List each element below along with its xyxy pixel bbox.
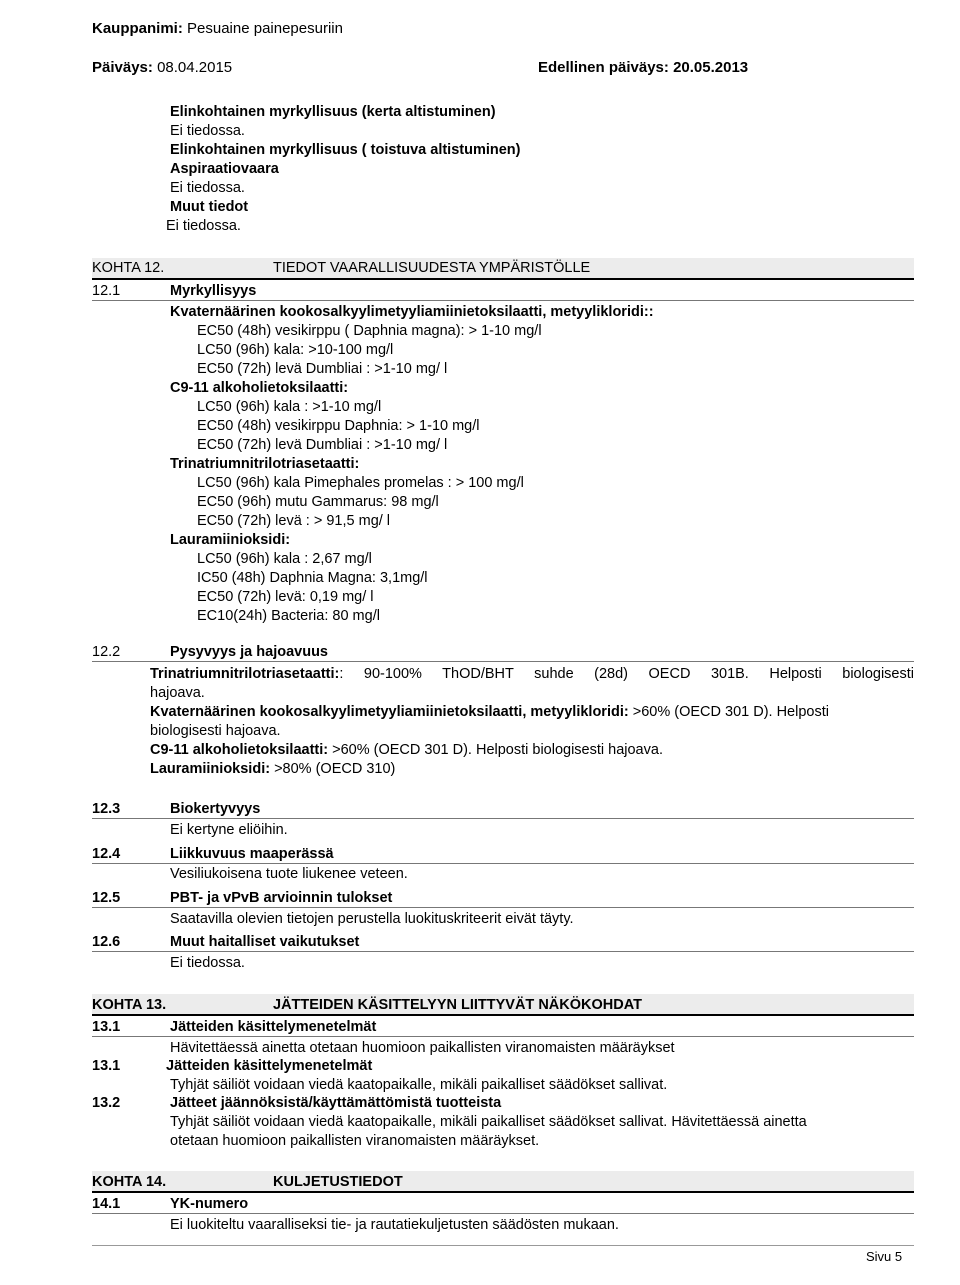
persist-p1 [150,666,914,682]
c911-line-1: LC50 (96h) kala : >1-10 mg/l [197,399,382,415]
prev-date-label: Edellinen päiväys: [538,59,669,76]
sub-12-4-text: Vesiliukoisena tuote liukenee veteen. [170,866,408,882]
product-name: Pesuaine painepesuriin [187,20,343,37]
section-12-kohta: KOHTA 12. [92,260,165,276]
product-label: Kauppanimi: [92,20,183,37]
persist-p3-rest: >60% (OECD 301 D). Helposti biologisesti hajoava. [328,742,663,758]
laur-line-4: EC10(24h) Bacteria: 80 mg/l [197,608,380,624]
intro-line-3: Elinkohtainen myrkyllisuus ( toistuva altistuminen) [170,142,521,158]
sub-14-1-num: 14.1 [92,1196,121,1212]
sub-12-6-rule [92,951,914,952]
kvat-title: Kvaternäärinen kookosalkyylimetyyliamiinietoksilaatti, metyylikloridi:: [170,304,654,320]
footer-rule [92,1245,914,1246]
sub-13-2-num: 13.2 [92,1095,121,1111]
sub-12-2-title: Pysyvyys ja hajoavuus [170,644,328,660]
sub-12-6-num: 12.6 [92,934,121,950]
c911-line-2: EC50 (48h) vesikirppu Daphnia: > 1-10 mg/l [197,418,480,434]
sub-12-1-title: Myrkyllisyys [170,283,257,299]
sub-12-1-rule [92,300,914,301]
kvat-line-3: EC50 (72h) levä Dumbliai : >1-10 mg/ l [197,361,448,377]
sub-12-6-title: Muut haitalliset vaikutukset [170,934,360,950]
prev-date-value: 20.05.2013 [673,59,749,76]
sub-14-1-text: Ei luokiteltu vaaralliseksi tie- ja rautatiekuljetusten säädösten mukaan. [170,1217,619,1233]
intro-line-5: Ei tiedossa. [170,180,245,196]
sub-13-1a-text: Hävitettäessä ainetta otetaan huomioon paikallisten viranomaisten määräykset [170,1040,675,1056]
intro-line-6: Muut tiedot [170,199,249,215]
sub-12-1-num: 12.1 [92,283,121,299]
laur-line-3: EC50 (72h) levä: 0,19 mg/ l [197,589,374,605]
section-13-kohta: KOHTA 13. [92,997,167,1013]
persist-p3-bold: C9-11 alkoholietoksilaatti: [150,742,329,758]
laur-line-2: IC50 (48h) Daphnia Magna: 3,1mg/l [197,570,428,586]
persist-p2-rest: >60% (OECD 301 D). Helposti [628,704,829,720]
trin-line-1: LC50 (96h) kala Pimephales promelas : > 100 mg/l [197,475,524,491]
section-14-bar [92,1171,914,1193]
sub-13-1b-title: Jätteiden käsittelymenetelmät [166,1058,373,1074]
intro-line-2: Ei tiedossa. [170,123,245,139]
trin-line-3: EC50 (72h) levä : > 91,5 mg/ l [197,513,391,529]
persist-p1-bold: Trinatriumnitrilotriasetaatti: [150,666,340,682]
sub-12-5-title: PBT- ja vPvB arvioinnin tulokset [170,890,393,906]
persist-p1-cont: hajoava. [150,685,205,701]
trin-title: Trinatriumnitrilotriasetaatti: [170,456,360,472]
persist-p2-cont: biologisesti hajoava. [150,723,281,739]
sub-13-1b-num: 13.1 [92,1058,121,1074]
persist-p1-rest: : 90-100% ThOD/BHT suhde (28d) OECD 301B. Helposti biologisesti [339,666,914,682]
c911-line-3: EC50 (72h) levä Dumbliai : >1-10 mg/ l [197,437,448,453]
intro-line-1: Elinkohtainen myrkyllisuus (kerta altistuminen) [170,104,496,120]
section-14-kohta: KOHTA 14. [92,1174,167,1190]
sub-13-2-title: Jätteet jäännöksistä/käyttämättömistä tuotteista [170,1095,502,1111]
sub-13-2-text-2: otetaan huomioon paikallisten viranomaisten määräykset. [170,1133,540,1149]
sub-13-1b-text: Tyhjät säiliöt voidaan viedä kaatopaikalle, mikäli paikalliset säädökset sallivat. [170,1077,668,1093]
sub-12-2-num: 12.2 [92,644,121,660]
date-value: 08.04.2015 [157,59,233,76]
sub-13-1a-title: Jätteiden käsittelymenetelmät [170,1019,377,1035]
date-label: Päiväys: [92,59,153,76]
kvat-line-1: EC50 (48h) vesikirppu ( Daphnia magna): > 1-10 mg/l [197,323,542,339]
sub-12-3-num: 12.3 [92,801,121,817]
sub-12-4-num: 12.4 [92,846,121,862]
intro-line-4: Aspiraatiovaara [170,161,279,177]
section-12-title: TIEDOT VAARALLISUUDESTA YMPÄRISTÖLLE [273,260,591,276]
section-13-title: JÄTTEIDEN KÄSITTELYYN LIITTYVÄT NÄKÖKOHDAT [273,997,642,1013]
kvat-line-2: LC50 (96h) kala: >10-100 mg/l [197,342,394,358]
prev-date-line [538,59,748,76]
sub-13-1a-num: 13.1 [92,1019,121,1035]
sub-12-6-text: Ei tiedossa. [170,955,245,971]
sub-12-5-rule [92,907,914,908]
persist-p2 [150,704,829,721]
c911-title: C9-11 alkoholietoksilaatti: [170,380,349,396]
sub-12-4-rule [92,863,914,864]
trin-line-2: EC50 (96h) mutu Gammarus: 98 mg/l [197,494,439,510]
sub-12-3-text: Ei kertyne eliöihin. [170,822,288,838]
persist-p3 [150,742,663,759]
intro-line-7: Ei tiedossa. [166,218,241,234]
sub-13-1a-rule [92,1036,914,1037]
date-line [92,59,232,76]
sub-12-3-title: Biokertyvyys [170,801,261,817]
product-name-line [92,20,343,37]
page-number: Sivu 5 [866,1249,903,1264]
persist-p4-rest: >80% (OECD 310) [270,761,396,777]
sub-12-3-rule [92,818,914,819]
laur-title: Lauramiinioksidi: [170,532,291,548]
sub-14-1-rule [92,1213,914,1214]
laur-line-1: LC50 (96h) kala : 2,67 mg/l [197,551,372,567]
sub-12-2-rule [92,661,914,662]
persist-p4-bold: Lauramiinioksidi: [150,761,271,777]
section-14-title: KULJETUSTIEDOT [273,1174,403,1190]
sub-12-4-title: Liikkuvuus maaperässä [170,846,334,862]
sub-12-5-num: 12.5 [92,890,121,906]
persist-p2-bold: Kvaternäärinen kookosalkyylimetyyliamiinietoksilaatti, metyylikloridi: [150,704,629,720]
sub-14-1-title: YK-numero [170,1196,249,1212]
sub-12-5-text: Saatavilla olevien tietojen perustella luokituskriteerit eivät täyty. [170,911,574,927]
persist-p4 [150,761,395,778]
sub-13-2-text-1: Tyhjät säiliöt voidaan viedä kaatopaikalle, mikäli paikalliset säädökset sallivat. Hävitettäessä ainetta [170,1114,807,1130]
